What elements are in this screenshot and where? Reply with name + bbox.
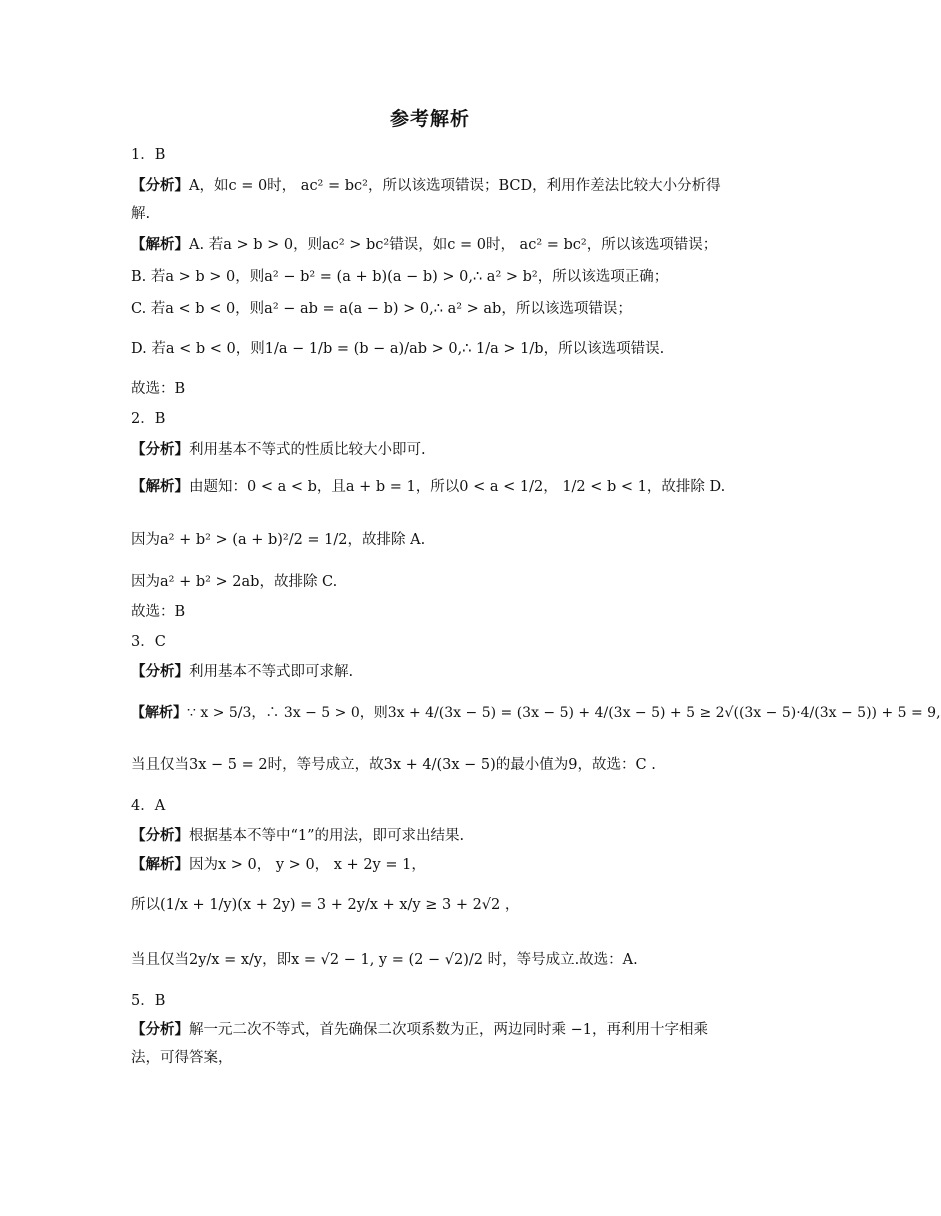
q2-number: 2．B xyxy=(131,411,166,427)
q4-line-3: 当且仅当2y/x = x/y，即x = √2 − 1, y = (2 − √2)/2 时，等号成立.故选：A. xyxy=(131,952,638,968)
q3-line-1: ∵ x > 5/3，∴ 3x − 5 > 0，则3x + 4/(3x − 5) = (3x − 5) + 4/(3x − 5) + 5 ≥ 2√((3x − 5)·4/(3x − 5)) + 5 = 9, xyxy=(187,705,941,721)
q1-analysis-text: A，如c = 0时， ac² = bc²，所以该选项错误；BCD，利用作差法比较大小分析得 xyxy=(189,178,721,194)
q5-analysis-cont: 法，可得答案， xyxy=(131,1050,233,1066)
q2-analysis-text: 利用基本不等式的性质比较大小即可. xyxy=(189,442,426,458)
solution-tag: 【解析】 xyxy=(131,478,189,495)
q3-analysis-text: 利用基本不等式即可求解. xyxy=(189,664,354,680)
q1-number: 1．B xyxy=(131,147,166,163)
q1-solution-a xyxy=(131,235,717,255)
q2-line-3: 因为a² + b² > 2ab，故排除 C. xyxy=(131,574,338,590)
q1-analysis xyxy=(131,176,721,196)
q4-analysis-text: 根据基本不等中“1”的用法，即可求出结果. xyxy=(189,828,465,844)
q1-line-a: A. 若a > b > 0，则ac² > bc²错误，如c = 0时， ac² = bc²，所以该选项错误； xyxy=(189,237,718,253)
q1-analysis-cont: 解. xyxy=(131,206,151,222)
q4-analysis xyxy=(131,826,464,846)
analysis-tag: 【分析】 xyxy=(131,1021,189,1038)
analysis-tag: 【分析】 xyxy=(131,441,189,458)
page-title: 参考解析 xyxy=(389,108,470,130)
q4-solution-1 xyxy=(131,855,426,875)
q2-answer: 故选：B xyxy=(131,604,186,620)
q2-line-1: 由题知：0 < a < b，且a + b = 1，所以0 < a < 1/2， 1/2 < b < 1，故排除 D. xyxy=(189,479,726,495)
q4-line-1: 因为x > 0， y > 0， x + 2y = 1， xyxy=(189,857,426,873)
q3-solution-1 xyxy=(131,703,941,723)
q2-solution-1 xyxy=(131,477,725,497)
q3-line-2: 当且仅当3x − 5 = 2时，等号成立，故3x + 4/(3x − 5)的最小值为9，故选：C . xyxy=(131,757,656,773)
analysis-tag: 【分析】 xyxy=(131,827,189,844)
solution-tag: 【解析】 xyxy=(131,705,187,721)
q3-analysis xyxy=(131,662,353,682)
q5-analysis-text: 解一元二次不等式，首先确保二次项系数为正，两边同时乘 −1，再利用十字相乘 xyxy=(189,1022,708,1038)
q1-line-c: C. 若a < b < 0，则a² − ab = a(a − b) > 0,∴ a² > ab，所以该选项错误； xyxy=(131,301,632,317)
q4-line-2: 所以(1/x + 1/y)(x + 2y) = 3 + 2y/x + x/y ≥ 3 + 2√2 ， xyxy=(131,897,520,913)
q5-number: 5．B xyxy=(131,993,166,1009)
analysis-tag: 【分析】 xyxy=(131,663,189,680)
q5-analysis xyxy=(131,1020,708,1040)
q2-analysis xyxy=(131,440,426,460)
q1-line-b: B. 若a > b > 0，则a² − b² = (a + b)(a − b) > 0,∴ a² > b²，所以该选项正确； xyxy=(131,269,669,285)
analysis-tag: 【分析】 xyxy=(131,177,189,194)
q2-line-2: 因为a² + b² > (a + b)²/2 = 1/2，故排除 A. xyxy=(131,532,426,548)
solution-tag: 【解析】 xyxy=(131,856,189,873)
q4-number: 4．A xyxy=(131,798,166,814)
q1-answer: 故选：B xyxy=(131,381,186,397)
q1-line-d: D. 若a < b < 0，则1/a − 1/b = (b − a)/ab > 0,∴ 1/a > 1/b，所以该选项错误. xyxy=(131,341,665,357)
q3-number: 3．C xyxy=(131,634,166,650)
solution-tag: 【解析】 xyxy=(131,236,189,253)
